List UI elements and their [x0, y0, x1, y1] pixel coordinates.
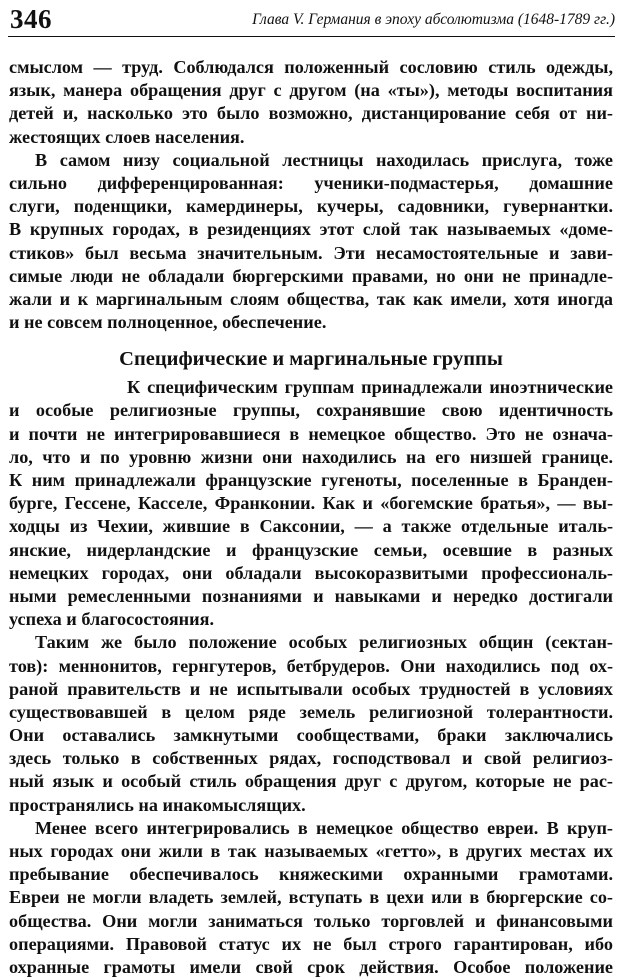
text-line: и особые религиозные группы, сохранявшие свою идентичность: [9, 400, 613, 421]
text-line: общества. Они могли заниматься только торговлей и финансовыми: [9, 910, 613, 931]
text-line: слуги, поденщики, камердинеры, кучеры, садовники, гувернантки.: [9, 196, 613, 217]
text-line: успеха и благосостояния.: [9, 609, 215, 630]
text-line: ло, что и по уровню жизни они находились на его низшей границе.: [9, 446, 613, 467]
text-line: раной правительств и не испытывали особых трудностей в условиях: [9, 678, 613, 699]
text-line: ный язык и особый стиль обращения друг с другом, которые не рас-: [9, 771, 613, 792]
text-line: жестоящих слоев населения.: [9, 126, 245, 147]
text-line: существовавшей в целом ряде земель религиозной толерантности.: [9, 701, 613, 722]
running-head: [8, 2, 615, 37]
text-line: и почти не интегрировавшиеся в немецкое общество. Это не означа-: [9, 423, 613, 444]
text-line: К ним принадлежали французские гугеноты, поселенные в Бранден-: [9, 470, 613, 490]
text-line: ными ремесленными познаниями и навыками и нередко достигали: [9, 585, 613, 606]
text-line: В самом низу социальной лестницы находилась прислуга, тоже: [35, 149, 613, 170]
text-line: смыслом — труд. Соблюдался положенный сословию стиль одежды,: [9, 57, 613, 77]
text-line: Евреи не могли владеть землей, вступать в цехи или в бюргерские со-: [9, 887, 613, 908]
text-line: пребывание обеспечивалось княжескими охранными грамотами.: [9, 864, 613, 885]
text-line: К специфическим группам принадлежали иноэтнические: [127, 377, 613, 398]
body-text: [9, 56, 613, 979]
text-line: ходцы из Чехии, жившие в Саксонии, — а также отдельные италь-: [9, 516, 613, 537]
text-line: охранные грамоты имели свой срок действия. Особое положение: [9, 956, 613, 977]
text-line: здесь только в собственных рядах, господствовал и свой религиоз-: [9, 748, 613, 769]
text-line: стиков» был весьма значительным. Эти несамостоятельные и зави-: [9, 242, 613, 263]
text-line: язык, манера обращения друг с другом (на «ты»), методы воспитания: [9, 80, 613, 101]
text-line: немецких городах, они обладали высокоразвитыми профессиональ-: [9, 562, 613, 583]
text-line: сильно дифференцированная: ученики-подмастерья, домашние: [9, 172, 613, 193]
text-line: В крупных городах, в резиденциях этот слой так называемых «доме-: [9, 219, 613, 240]
page-number: 346: [10, 4, 52, 34]
text-line: жали и к маргинальным слоям общества, так как имели, хотя иногда: [9, 288, 613, 309]
text-line: тов): меннонитов, гернгутеров, бетбрудеров. Они находились под ох-: [9, 655, 613, 676]
text-line: детей и, насколько это было возможно, дистанцирование себя от ни-: [9, 103, 613, 124]
text-line: Они оставались замкнутыми сообществами, браки заключались: [9, 725, 613, 746]
text-line: симые люди не обладали бюргерскими правами, но они не принадле-: [9, 265, 613, 286]
text-line: пространялись на инакомыслящих.: [9, 794, 306, 815]
text-line: янские, нидерландские и французские семьи, осевшие в разных: [9, 539, 613, 560]
text-line: ных городах они жили в так называемых «гетто», в других местах их: [9, 841, 613, 861]
text-line: Менее всего интегрировались в немецкое общество евреи. В круп-: [35, 817, 613, 838]
chapter-title: Глава V. Германия в эпоху абсолютизма (1648-1789 гг.): [252, 11, 615, 28]
text-line: операциями. Правовой статус их не был строго гарантирован, ибо: [9, 933, 613, 954]
text-line: и не совсем полноценное, обеспечение.: [9, 312, 327, 333]
section-heading: Специфические и маргинальные группы: [119, 348, 503, 371]
text-line: Таким же было положение особых религиозных общин (сектан-: [35, 632, 613, 653]
text-line: бурге, Гессене, Касселе, Франконии. Как и «богемские братья», — вы-: [9, 493, 613, 514]
